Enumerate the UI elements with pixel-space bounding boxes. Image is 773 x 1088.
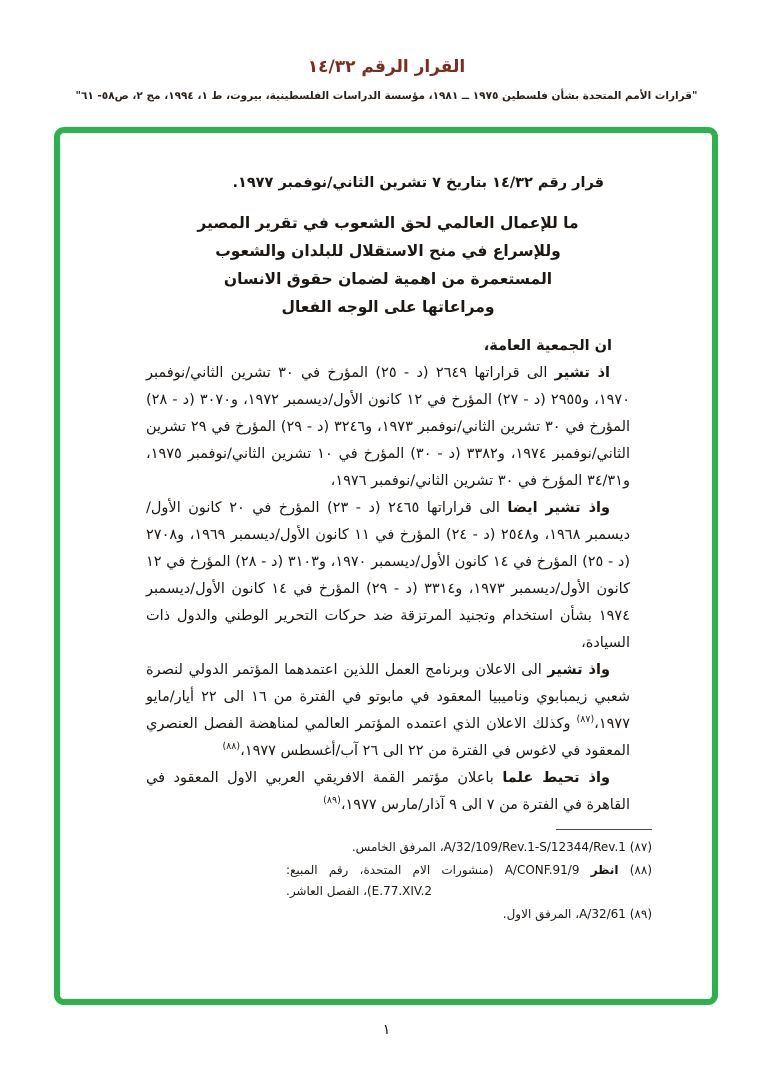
resolution-paragraph-2: واذ تشير ايضا الى قراراتها ٢٤٦٥ (د - ٢٣) المؤرخ في ٢٠ كانون الأول/ديسمبر ١٩٦٨، و٢٥٤٨ (د - ٢٤) المؤرخ في ١١ كانون الأول/ديسمبر ١٩٦٩، و٢٧٠٨ (د - ٢٥) المؤرخ في ١٤ كانون الأول/ديسمبر ١٩٧٠، و٣١٠٣ (د - ٢٨) المؤرخ في ١٢ كانون الأول/ديسمبر ١٩٧٣، و٣٣١٤ (د - ٢٩) المؤرخ في ١٤ كانون الأول/ديسمبر ١٩٧٤ بشأن استخدام وتجنيد المرتزقة ضد حركات التحرير الوطني والدول ذات السيادة، (146, 500, 631, 651)
source-citation: "قرارات الأمم المتحدة بشأن فلسطين ١٩٧٥ ــ ١٩٨١، مؤسسة الدراسات الفلسطينية، بيروت، ط ١، ١٩٩٤، مج ٢، ص٥٨- ٦١" (75, 90, 698, 102)
footnote-87: (٨٧) A/32/109/Rev.1-S/12344/Rev.1، المرفق الخامس. (351, 840, 652, 854)
footnotes-block (286, 837, 652, 925)
footnote-89: (٨٩) A/32/61، المرفق الاول. (502, 906, 652, 921)
page-number: ١ (382, 1022, 391, 1038)
opening-line: ان الجمعية العامة، (483, 338, 612, 354)
footnote-88: (٨٨) انظر A/CONF.91/9 (منشورات الام المتحدة، رقم المبيع: E.77.XIV.2)، الفصل العاشر. (286, 862, 652, 898)
page-title: القرار الرقم ١٤/٣٢ (307, 57, 466, 77)
document-header (0, 0, 773, 102)
resolution-frame (54, 127, 718, 1005)
resolution-date-line: قرار رقم ١٤/٣٢ بتاريخ ٧ تشرين الثاني/نوفمبر ١٩٧٧. (232, 175, 604, 191)
resolution-heading: ما للإعمال العالمي لحق الشعوب في تقرير المصير وللإسراع في منح الاستقلال للبلدان والشعوب المستعمرة من اهمية لضمان حقوق الانسان ومراعاتها على الوجه الفعال (197, 214, 579, 316)
resolution-paragraph-1: اذ تشير الى قراراتها ٢٦٤٩ (د - ٢٥) المؤرخ في ٣٠ تشرين الثاني/نوفمبر ١٩٧٠، و٢٩٥٥ (د - ٢٧) المؤرخ في ١٢ كانون الأول/ديسمبر ١٩٧٢، و٣٠٧٠ (د - ٢٨) المؤرخ في ٣٠ تشرين الثاني/نوفمبر ١٩٧٣، و٣٢٤٦ (د - ٢٩) المؤرخ في ٢٩ تشرين الثاني/نوفمبر ١٩٧٤، و٣٣٨٢ (د - ٣٠) المؤرخ في ١٠ تشرين الثاني/نوفمبر ١٩٧٥، و٣٤/٣١ المؤرخ في ٣٠ تشرين الثاني/نوفمبر ١٩٧٦، (146, 365, 631, 489)
resolution-paragraph-3: واذ تشير الى الاعلان وبرنامج العمل اللذين اعتمدهما المؤتمر الدولي لنصرة شعبي زيمبابوي وناميبيا المعقود في مابوتو في الفترة من ١٦ الى ٢٢ أيار/مايو ١٩٧٧،$^{(٨٧)}$ وكذلك الاعلان الذي اعتمده المؤتمر العالمي لمناهضة الفصل العنصري المعقود في لاغوس في الفترة من ٢٢ الى ٢٦ آب/أغسطس ١٩٧٧،$^{(٨٨)}$ (146, 662, 630, 759)
resolution-paragraph-4: واذ تحيط علما باعلان مؤتمر القمة الافريقي العربي الاول المعقود في القاهرة في الفترة من ٧ الى ٩ آذار/مارس ١٩٧٧،$^{(٨٩)}$ (146, 770, 630, 813)
footnote-separator (556, 829, 652, 830)
